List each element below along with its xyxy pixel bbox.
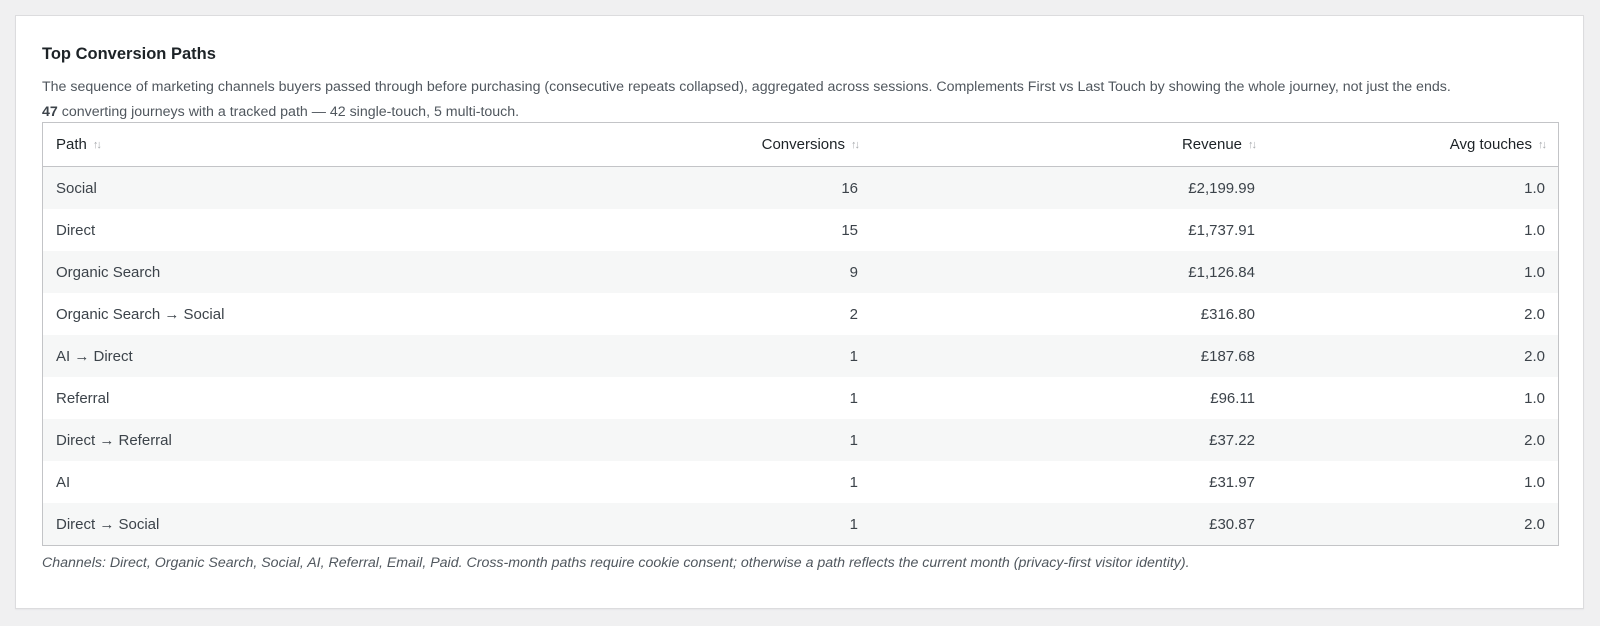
cell-revenue: £187.68: [871, 335, 1268, 377]
cell-conversions: 1: [487, 461, 871, 503]
table-header: [43, 123, 1558, 167]
table-row: [43, 461, 1558, 503]
cell-revenue: £2,199.99: [871, 167, 1268, 210]
conversion-paths-table-wrapper: [42, 122, 1559, 546]
cell-avg-touches: 2.0: [1268, 503, 1558, 545]
cell-conversions: 1: [487, 419, 871, 461]
cell-path: Direct → Social: [43, 503, 487, 545]
card-description: The sequence of marketing channels buyers passed through before purchasing (consecutive repeats collapsed), aggregated across sessions. Complements First vs Last Touch by showing the whole journey, not just the ends.: [42, 79, 1451, 95]
cell-path: Direct → Referral: [43, 419, 487, 461]
column-header-avg-touches[interactable]: [1268, 123, 1558, 167]
column-label-path: Path: [56, 136, 87, 153]
cell-conversions: 2: [487, 293, 871, 335]
cell-path: Organic Search → Social: [43, 293, 487, 335]
table-row: [43, 377, 1558, 419]
cell-revenue: £96.11: [871, 377, 1268, 419]
journeys-summary: [42, 102, 519, 122]
table-row: [43, 209, 1558, 251]
cell-avg-touches: 1.0: [1268, 167, 1558, 210]
conversion-paths-table: [43, 123, 1558, 545]
sort-icon[interactable]: ↑↓: [851, 139, 858, 151]
table-row: [43, 251, 1558, 293]
cell-revenue: £37.22: [871, 419, 1268, 461]
table-row: [43, 167, 1558, 210]
table-row: [43, 335, 1558, 377]
column-header-path[interactable]: [43, 123, 487, 167]
table-row: [43, 503, 1558, 545]
cell-path: AI: [43, 461, 487, 503]
cell-revenue: £1,737.91: [871, 209, 1268, 251]
cell-revenue: £316.80: [871, 293, 1268, 335]
cell-avg-touches: 2.0: [1268, 419, 1558, 461]
cell-avg-touches: 2.0: [1268, 335, 1558, 377]
cell-avg-touches: 1.0: [1268, 251, 1558, 293]
cell-avg-touches: 1.0: [1268, 377, 1558, 419]
table-row: [43, 419, 1558, 461]
channels-footnote: Channels: Direct, Organic Search, Social, AI, Referral, Email, Paid. Cross-month paths require cookie consent; otherwise a path reflects the current month (privacy-first visitor identity).: [42, 555, 1190, 571]
journeys-summary-text: converting journeys with a tracked path — 42 single-touch, 5 multi-touch.: [57, 104, 520, 120]
header-row: [43, 123, 1558, 167]
column-label-revenue: Revenue: [1181, 136, 1242, 153]
cell-avg-touches: 1.0: [1268, 461, 1558, 503]
sort-icon[interactable]: ↑↓: [1248, 139, 1255, 151]
cell-conversions: 1: [487, 335, 871, 377]
cell-conversions: 16: [487, 167, 871, 210]
top-conversion-paths-card: [15, 15, 1584, 609]
cell-revenue: £30.87: [871, 503, 1268, 545]
cell-revenue: £31.97: [871, 461, 1268, 503]
cell-conversions: 15: [487, 209, 871, 251]
sort-icon[interactable]: ↑↓: [92, 139, 100, 151]
journeys-count: 47: [42, 104, 58, 120]
cell-path: Direct: [43, 209, 487, 251]
table-body: [43, 167, 1558, 546]
cell-conversions: 1: [487, 377, 871, 419]
cell-conversions: 1: [487, 503, 871, 545]
column-header-conversions[interactable]: [487, 123, 871, 167]
cell-avg-touches: 2.0: [1268, 293, 1558, 335]
card-title: Top Conversion Paths: [42, 45, 216, 63]
cell-path: AI → Direct: [43, 335, 487, 377]
cell-path: Organic Search: [43, 251, 487, 293]
cell-conversions: 9: [487, 251, 871, 293]
cell-path: Referral: [43, 377, 487, 419]
sort-icon[interactable]: ↑↓: [1538, 139, 1545, 151]
column-label-conversions: Conversions: [761, 136, 845, 153]
column-header-revenue[interactable]: [871, 123, 1268, 167]
column-label-avg-touches: Avg touches: [1449, 136, 1532, 153]
cell-path: Social: [43, 167, 487, 210]
cell-revenue: £1,126.84: [871, 251, 1268, 293]
cell-avg-touches: 1.0: [1268, 209, 1558, 251]
table-row: [43, 293, 1558, 335]
